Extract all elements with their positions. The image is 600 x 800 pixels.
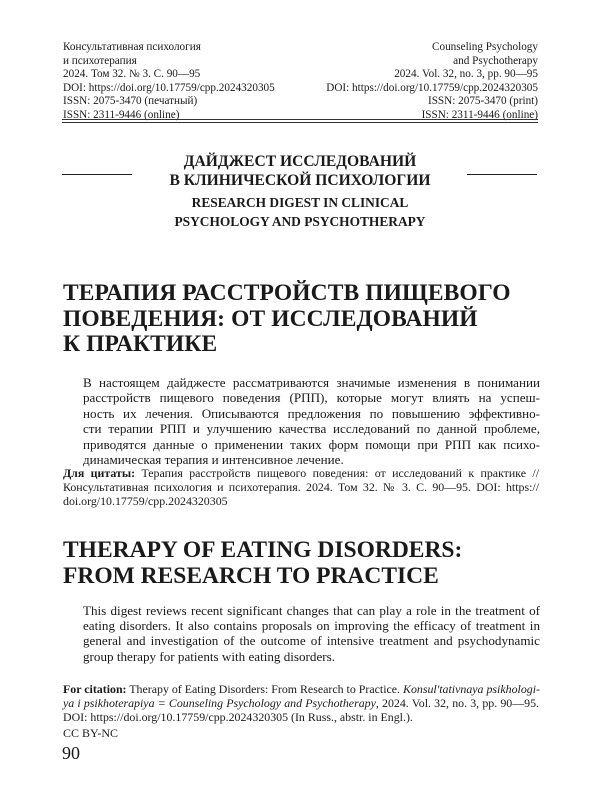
article-title-en	[63, 538, 543, 589]
citation-en-line	[63, 683, 539, 697]
issn-print-ru: ISSN: 2075-3470 (печатный)	[63, 95, 198, 108]
issue-info-en: 2024. Vol. 32, no. 3, pp. 90—95	[394, 68, 538, 81]
abstract-ru-line: расстройств пищевого поведения (РПП), которые могут влиять на успеш-	[83, 390, 540, 406]
title-ru-line: ПОВЕДЕНИЯ: ОТ ИССЛЕДОВАНИЙ	[63, 305, 478, 332]
rubric-en-line: PSYCHOLOGY AND PSYCHOTHERAPY	[174, 214, 426, 229]
citation-ru-doi[interactable]: doi.org/10.17759/cpp.2024320305	[63, 493, 228, 508]
doi-en[interactable]: DOI: https://doi.org/10.17759/cpp.2024320305	[326, 81, 538, 94]
citation-en-journal: Konsul'tativnaya psikhologi-	[403, 682, 540, 696]
rubric-ru	[62, 152, 538, 190]
rubric-en-line: RESEARCH DIGEST IN CLINICAL	[191, 195, 409, 210]
citation-en	[63, 683, 539, 724]
title-en-line: FROM RESEARCH TO PRACTICE	[63, 562, 439, 589]
abstract-en	[83, 603, 540, 664]
issue-info-ru: 2024. Том 32. № 3. С. 90—95	[63, 68, 201, 81]
doi-ru[interactable]: DOI: https://doi.org/10.17759/cpp.2024320305	[63, 81, 275, 94]
abstract-en-line: This digest reviews recent significant changes that can play a role in the treatment of	[83, 603, 540, 618]
citation-en-line	[63, 697, 539, 711]
citation-en-text: , 2024. Vol. 32, no. 3, pp. 90—95.	[375, 695, 539, 710]
running-header-en	[268, 41, 538, 123]
rubric-ru-line: В КЛИНИЧЕСКОЙ ПСИХОЛОГИИ	[169, 172, 431, 189]
page-number: 90	[62, 743, 80, 763]
abstract-ru-line: приводятся данные о применении таких форм помощи при РПП как психо-	[83, 436, 540, 452]
abstract-ru-line: сти терапии РПП и улучшению качества исследований по данной проблеме,	[83, 421, 540, 437]
issn-print-en: ISSN: 2075-3470 (print)	[427, 95, 538, 108]
citation-en-label: For citation:	[63, 682, 127, 696]
citation-ru-text: Терапия расстройств пищевого поведения: от исследований к практике //	[135, 466, 539, 480]
rubric-en	[62, 193, 538, 231]
journal-name-ru-cont: и психотерапия	[63, 54, 137, 67]
citation-ru-line: Консультативная психология и психотерапия. 2024. Том 32. № 3. С. 90—95. DOI: https://	[63, 479, 539, 494]
header-double-rule	[62, 119, 538, 123]
title-ru-line: К ПРАКТИКЕ	[63, 331, 218, 357]
abstract-en-line: general and investigation of the outcome of intensive treatment and psychodynamic	[83, 633, 540, 649]
license-label: CC BY-NC	[63, 726, 119, 740]
abstract-ru-line: ность их лечения. Описываются предложения по повышению эффективно-	[83, 405, 540, 421]
journal-name-en-cont: and Psychotherapy	[453, 54, 538, 67]
citation-ru	[63, 467, 539, 508]
abstract-ru-line: В настоящем дайджесте рассматриваются значимые изменения в понимании	[83, 375, 540, 390]
abstract-ru	[83, 375, 540, 467]
abstract-ru-line: динамическая терапия и интенсивное лечение.	[83, 452, 344, 468]
journal-name-ru: Консультативная психология	[63, 41, 201, 53]
article-title-ru	[63, 281, 543, 358]
title-ru-line: ТЕРАПИЯ РАССТРОЙСТВ ПИЩЕВОГО	[63, 280, 511, 306]
title-en-line: THERAPY OF EATING DISORDERS:	[63, 537, 463, 563]
citation-ru-line	[63, 467, 539, 481]
citation-en-text: Therapy of Eating Disorders: From Research to Practice.	[126, 682, 404, 696]
abstract-en-line: group therapy for patients with eating disorders.	[83, 648, 335, 664]
issn-online-ru: ISSN: 2311-9446 (online)	[63, 108, 180, 121]
journal-name-en: Counseling Psychology	[432, 41, 538, 53]
rubric-ru-line: ДАЙДЖЕСТ ИССЛЕДОВАНИЙ	[183, 153, 417, 170]
issn-online-en: ISSN: 2311-9446 (online)	[421, 108, 538, 121]
citation-ru-label: Для цитаты:	[63, 466, 136, 480]
section-rubric	[62, 152, 538, 231]
citation-en-journal: ya i psikhoterapiya = Counseling Psychology and Psychotherapy	[63, 695, 376, 710]
abstract-en-line: eating disorders. It also contains proposals on improving the efficacy of treatment in	[83, 618, 540, 634]
citation-en-doi[interactable]: DOI: https://doi.org/10.17759/cpp.2024320305 (In Russ., abstr. in Engl.).	[63, 709, 413, 724]
